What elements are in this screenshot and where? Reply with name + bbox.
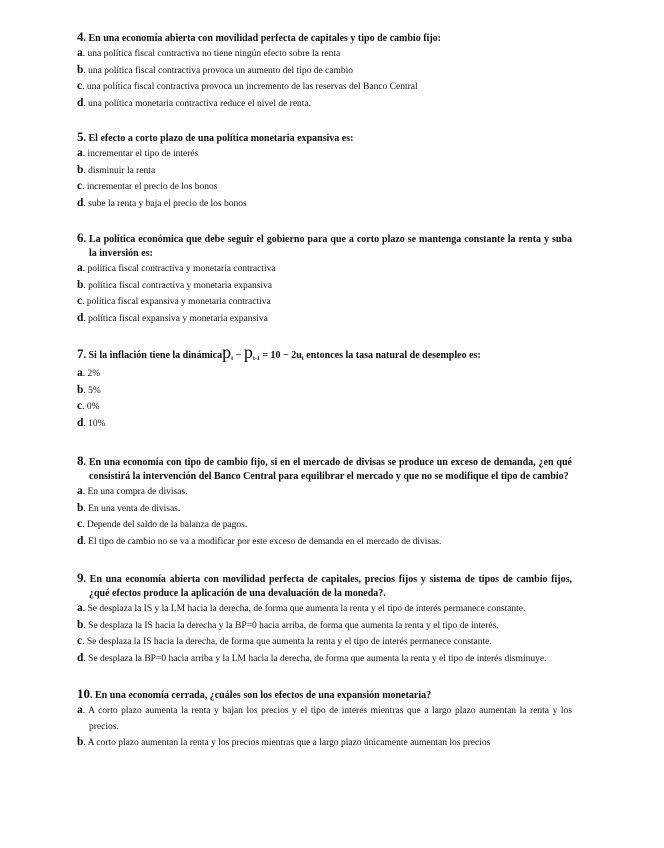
question-6-heading	[77, 231, 572, 261]
option-text: . una política fiscal contractiva no tiene ningún efecto sobre la renta	[82, 49, 341, 59]
option-text: . una política fiscal contractiva provoca un aumento del tipo de cambio	[83, 65, 354, 76]
option-text: . sube la renta y baja el precio de los bonos	[83, 198, 247, 209]
question-4-heading	[77, 30, 572, 46]
option-d	[77, 196, 572, 213]
option-letter: c	[77, 518, 83, 530]
option-text: . política fiscal contractiva y monetaria contractiva	[82, 264, 276, 274]
question-10-heading	[77, 687, 572, 703]
option-letter: a	[77, 147, 83, 159]
option-c	[77, 399, 572, 416]
option-letter: a	[77, 602, 83, 614]
option-letter: a	[77, 262, 83, 274]
question-9-heading	[77, 571, 572, 601]
option-a	[77, 46, 572, 63]
formula-p: p	[243, 342, 253, 362]
option-b	[77, 383, 572, 400]
option-letter: d	[77, 534, 84, 547]
formula-p: p	[222, 342, 232, 362]
option-b	[77, 278, 572, 295]
question-text: . El efecto a corto plazo de una política monetaria expansiva es:	[83, 133, 354, 144]
question-10	[77, 687, 572, 752]
question-text: . Si la inflación tiene la dinámica	[83, 350, 223, 361]
option-letter: d	[77, 311, 84, 324]
question-5	[77, 130, 572, 212]
option-text: . 0%	[82, 402, 100, 412]
question-text: . En una economía abierta con movilidad perfecta de capitales y tipo de cambio fijo:	[83, 33, 441, 44]
option-letter: b	[77, 736, 84, 748]
option-letter: c	[77, 180, 83, 192]
option-text: . una política monetaria contractiva reduce el nivel de renta.	[83, 98, 312, 109]
option-c	[77, 634, 572, 651]
question-number: 5	[77, 129, 84, 144]
question-text: . La política económica que debe seguir el gobierno para que a corto plazo se mantenga constante la renta y suba la inversión es:	[83, 234, 572, 259]
option-b	[77, 618, 572, 635]
question-6	[77, 231, 572, 327]
option-text: . Se desplaza la IS y la LM hacia la derecha, de forma que aumenta la renta y el tipo de interés permanece constante.	[82, 604, 526, 614]
question-text-tail: entonces la tasa natural de desempleo es:	[303, 350, 481, 361]
option-text: . política fiscal expansiva y monetaria expansiva	[83, 313, 268, 324]
option-text: . 5%	[83, 385, 101, 396]
option-letter: a	[77, 485, 83, 497]
question-8	[77, 454, 572, 550]
option-text: . Se desplaza la BP=0 hacia arriba y la LM hacia la derecha, de forma que aumenta la renta y el tipo de interés disminuye.	[83, 653, 547, 664]
question-text: . En una economía con tipo de cambio fijo, si en el mercado de divisas se produce un exceso de demanda, ¿en qué consistirá la intervención del Banco Central para equilibrar el mercado y que no se modifique el tipo de cambio?	[83, 457, 572, 482]
option-d	[77, 651, 572, 668]
formula-rest: = 10 − 2u	[259, 350, 302, 361]
option-letter: d	[77, 196, 84, 209]
option-d	[77, 96, 572, 113]
option-b	[77, 163, 572, 180]
question-7	[77, 342, 572, 432]
option-text: . Se desplaza la IS hacia la derecha, de forma que aumenta la renta y el tipo de interés permanece constante.	[82, 637, 492, 647]
option-letter: b	[77, 163, 84, 176]
question-number: 4	[77, 29, 84, 44]
question-number: 10	[77, 686, 90, 701]
option-letter: c	[77, 295, 83, 307]
option-letter: a	[77, 704, 83, 716]
option-c	[77, 517, 572, 534]
option-letter: b	[77, 501, 84, 514]
option-text: . A corto plazo aumentan la renta y los precios mientras que a largo plazo únicamente aumentan los precios	[83, 738, 491, 748]
option-a	[77, 484, 572, 501]
option-b	[77, 735, 572, 752]
option-a	[77, 366, 572, 383]
option-letter: c	[77, 80, 83, 92]
question-8-heading	[77, 454, 572, 484]
option-letter: a	[77, 47, 83, 59]
option-letter: b	[77, 618, 84, 631]
option-text: . Se desplaza la IS hacia la derecha y la BP=0 hacia arriba, de forma que aumenta la renta y el tipo de interés.	[83, 620, 499, 631]
option-d	[77, 534, 572, 551]
option-letter: d	[77, 651, 84, 664]
formula-subscript: t	[231, 356, 234, 362]
option-a	[77, 261, 572, 278]
question-text: . En una economía abierta con movilidad perfecta de capitales, precios fijos y sistema de tipos de cambio fijos, ¿qué efectos produce la aplicación de una devaluación de la moneda?.	[83, 574, 572, 599]
question-number: 6	[77, 230, 84, 245]
option-letter: c	[77, 400, 83, 412]
option-letter: d	[77, 96, 84, 109]
question-9	[77, 571, 572, 667]
option-text: . Depende del saldo de la balanza de pagos.	[82, 520, 248, 530]
option-text: . A corto plazo aumenta la renta y bajan los precios y el tipo de interés mientras que a largo plazo aumentan la renta y los precios.	[82, 706, 572, 732]
option-letter: b	[77, 383, 84, 396]
inflation-formula	[222, 342, 304, 362]
option-text: . 10%	[83, 418, 106, 429]
option-text: . disminuir la renta	[83, 165, 156, 176]
option-text: . una política fiscal contractiva provoca un incremento de las reservas del Banco Central	[82, 82, 418, 92]
question-4	[77, 30, 572, 112]
option-letter: b	[77, 278, 84, 291]
option-text: . incrementar el precio de los bonos	[82, 182, 218, 192]
question-number: 8	[77, 453, 84, 468]
question-number: 9	[77, 570, 84, 585]
formula-subscript: t-1	[252, 356, 260, 362]
option-d	[77, 311, 572, 328]
option-b	[77, 63, 572, 80]
option-c	[77, 79, 572, 96]
option-letter: c	[77, 635, 83, 647]
question-5-heading	[77, 130, 572, 146]
option-b	[77, 501, 572, 518]
option-text: . En una venta de divisas.	[83, 503, 181, 514]
option-a	[77, 601, 572, 618]
option-text: . incrementar el tipo de interés	[82, 149, 199, 159]
option-c	[77, 294, 572, 311]
question-number: 7	[77, 346, 84, 361]
option-text: . En una compra de divisas.	[82, 487, 188, 497]
option-text: . 2%	[82, 369, 101, 379]
option-c	[77, 179, 572, 196]
option-a	[77, 703, 572, 735]
option-letter: a	[77, 367, 83, 379]
option-text: . política fiscal expansiva y monetaria contractiva	[82, 297, 271, 307]
option-a	[77, 146, 572, 163]
option-text: . política fiscal contractiva y monetaria expansiva	[83, 280, 273, 291]
option-d	[77, 416, 572, 433]
question-7-heading	[77, 342, 572, 366]
option-letter: d	[77, 416, 84, 429]
formula-operator: −	[233, 350, 244, 361]
option-letter: b	[77, 63, 84, 76]
question-text: . En una economía cerrada, ¿cuáles son los efectos de una expansión monetaria?	[90, 690, 432, 701]
option-text: . El tipo de cambio no se va a modificar por este exceso de demanda en el mercado de divisas.	[83, 536, 442, 547]
formula-subscript: t	[301, 356, 304, 362]
